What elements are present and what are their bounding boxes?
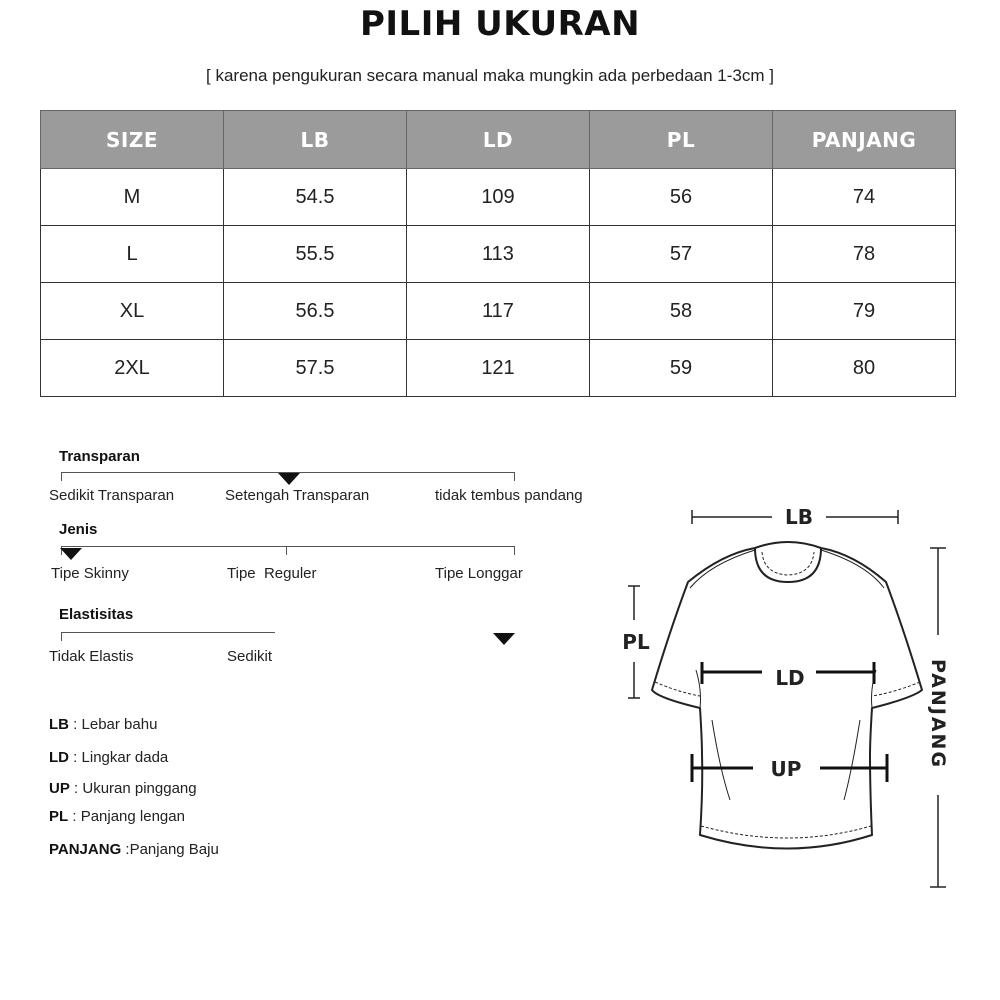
column-header-lb: LB (224, 111, 407, 169)
scale-tick (514, 546, 515, 555)
ld-label: LD (775, 666, 805, 690)
size-table (40, 110, 956, 397)
column-header-panjang: PANJANG (773, 111, 956, 169)
scale-line (61, 632, 275, 633)
table-cell: 74 (773, 169, 956, 226)
column-header-ld: LD (407, 111, 590, 169)
table-cell: 56 (590, 169, 773, 226)
elastisitas-option-tidak: Tidak Elastis (49, 648, 134, 665)
scale-line (61, 546, 515, 547)
transparan-option-sedikit: Sedikit Transparan (49, 487, 175, 504)
legend-abbr: UP (49, 780, 70, 797)
elastisitas-option-sedikit: Sedikit (227, 648, 273, 665)
scale-tick (61, 632, 62, 641)
elastisitas-label: Elastisitas (59, 606, 134, 623)
page-title: PILIH UKURAN (359, 4, 641, 44)
legend-item-pl (49, 808, 185, 825)
jenis-option-skinny: Tipe Skinny (51, 565, 129, 582)
tshirt-outline-icon (652, 542, 922, 849)
legend-item-lb (49, 716, 157, 733)
table-cell: 121 (407, 340, 590, 397)
table-cell: 2XL (41, 340, 224, 397)
table-cell: 113 (407, 226, 590, 283)
transparan-option-tidak-tembus: tidak tembus pandang (435, 487, 583, 504)
jenis-option-reguler: Tipe Reguler (227, 565, 317, 582)
legend-separator: : (69, 749, 82, 766)
table-cell: 55.5 (224, 226, 407, 283)
table-cell: 56.5 (224, 283, 407, 340)
table-row (41, 340, 956, 397)
legend-abbr: PL (49, 808, 69, 825)
table-cell: 57.5 (224, 340, 407, 397)
jenis-label: Jenis (59, 521, 98, 538)
table-row (41, 283, 956, 340)
legend-desc: Panjang lengan (80, 808, 185, 825)
legend-desc: Lebar bahu (81, 716, 158, 733)
up-label: UP (770, 757, 802, 781)
table-row (41, 226, 956, 283)
transparan-option-setengah: Setengah Transparan (225, 487, 370, 504)
table-cell: 80 (773, 340, 956, 397)
table-cell: 79 (773, 283, 956, 340)
scale-tick (514, 472, 515, 481)
table-cell: M (41, 169, 224, 226)
table-cell: 78 (773, 226, 956, 283)
selected-marker-icon (278, 473, 300, 485)
scale-tick (61, 472, 62, 481)
legend-separator: : (68, 808, 81, 825)
table-cell: 59 (590, 340, 773, 397)
table-cell: 117 (407, 283, 590, 340)
legend-separator: : (69, 780, 83, 797)
lb-label: LB (785, 505, 813, 529)
legend-separator: : (69, 716, 82, 733)
legend-item-up (49, 780, 197, 797)
legend-separator: : (121, 841, 130, 858)
table-cell: L (41, 226, 224, 283)
table-row (41, 169, 956, 226)
column-header-pl: PL (590, 111, 773, 169)
column-header-size: SIZE (41, 111, 224, 169)
legend-abbr: LD (49, 749, 69, 766)
page-subtitle: [ karena pengukuran secara manual maka mungkin ada perbedaan 1-3cm ] (206, 66, 774, 85)
scale-tick (286, 546, 287, 555)
tshirt-measurement-diagram (600, 490, 960, 900)
table-cell: 54.5 (224, 169, 407, 226)
legend-item-ld (49, 749, 168, 766)
selected-marker-icon (60, 548, 82, 560)
selected-marker-icon (493, 633, 515, 645)
table-cell: 57 (590, 226, 773, 283)
jenis-option-longgar: Tipe Longgar (435, 565, 523, 582)
legend-item-panjang (49, 841, 219, 858)
pl-label: PL (622, 630, 650, 654)
legend-desc: Ukuran pinggang (82, 780, 197, 797)
table-header-row (41, 111, 956, 169)
panjang-label: PANJANG (927, 658, 949, 770)
table-cell: XL (41, 283, 224, 340)
table-cell: 58 (590, 283, 773, 340)
legend-abbr: LB (49, 716, 69, 733)
transparan-label: Transparan (59, 448, 140, 465)
legend-desc: Panjang Baju (129, 841, 219, 858)
legend-desc: Lingkar dada (81, 749, 169, 766)
legend-abbr: PANJANG (49, 841, 122, 858)
table-cell: 109 (407, 169, 590, 226)
